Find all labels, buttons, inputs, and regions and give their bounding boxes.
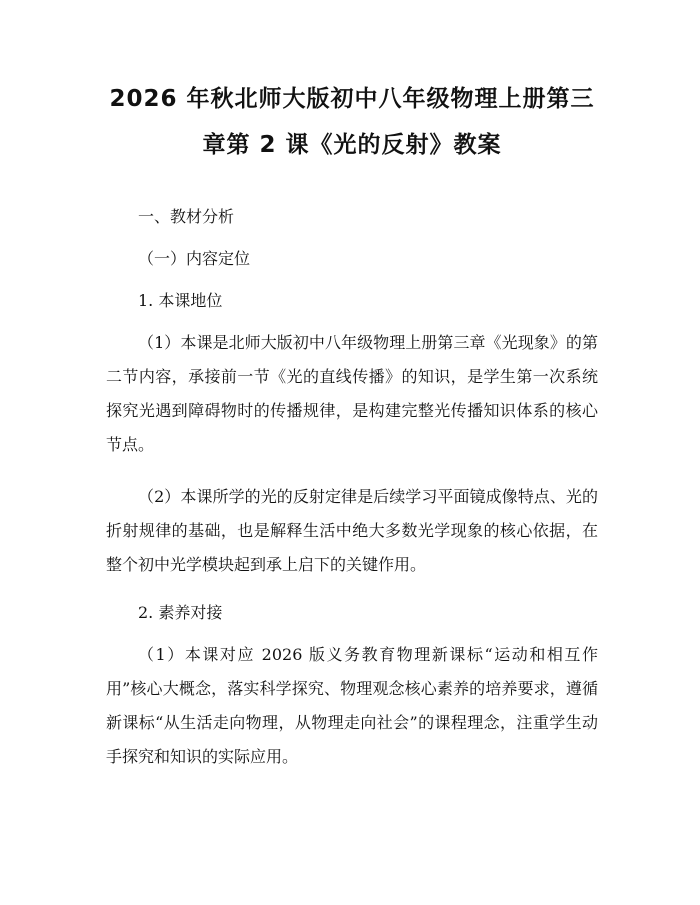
item-heading-literacy-alignment: 2. 素养对接 xyxy=(138,603,223,622)
document-body xyxy=(106,200,598,774)
section-heading-textbook-analysis: 一、教材分析 xyxy=(138,207,235,226)
paragraph-lesson-position-1: （1）本课是北师大版初中八年级物理上册第三章《光现象》的第二节内容，承接前一节《光的直线传播》的知识，是学生第一次系统探究光遇到障碍物时的传播规律，是构建完整光传播知识体系的核心节点。 xyxy=(106,333,598,454)
paragraph-literacy-alignment-1: （1）本课对应 2026 版义务教育物理新课标“运动和相互作用”核心大概念，落实科学探究、物理观念核心素养的培养要求，遵循新课标“从生活走向物理，从物理走向社会”的课程理念，注重学生动手探究和知识的实际应用。 xyxy=(106,645,598,766)
paragraph-lesson-position-2: （2）本课所学的光的反射定律是后续学习平面镜成像特点、光的折射规律的基础，也是解释生活中绝大多数光学现象的核心依据，在整个初中光学模块起到承上启下的关键作用。 xyxy=(106,487,598,574)
document-title xyxy=(106,76,598,168)
subsection-heading-content-positioning: （一）内容定位 xyxy=(138,249,251,268)
item-heading-lesson-position: 1. 本课地位 xyxy=(138,291,223,310)
title-line-1: 2026 年秋北师大版初中八年级物理上册第三 xyxy=(109,86,595,112)
title-line-2: 章第 2 课《光的反射》教案 xyxy=(202,132,502,158)
